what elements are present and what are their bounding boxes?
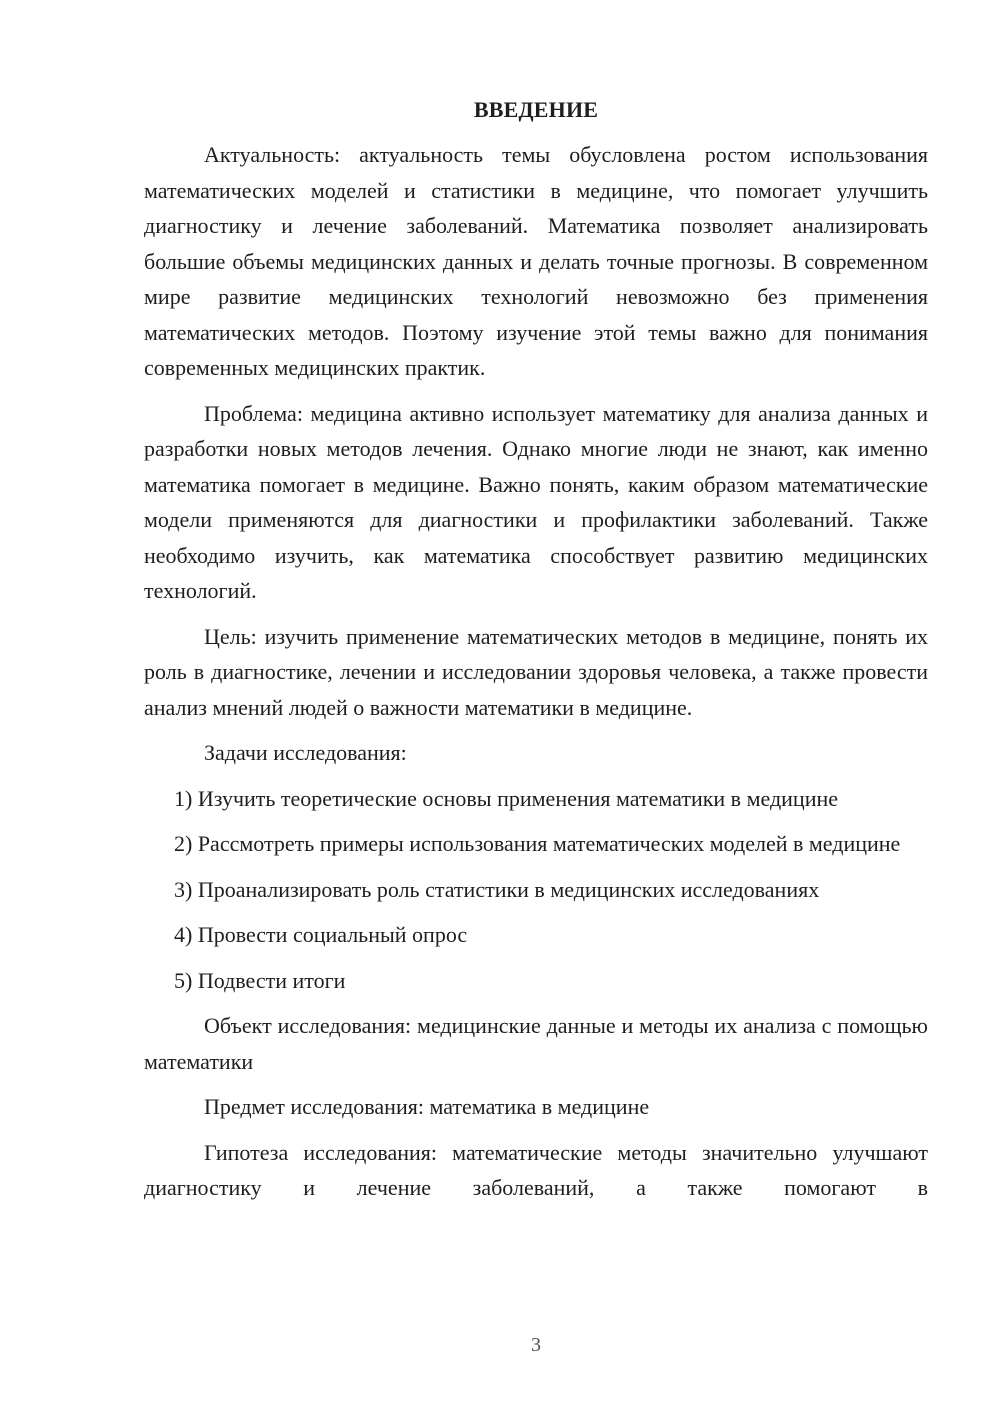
- paragraph-goal: Цель: изучить применение математических методов в медицине, понять их роль в диагностике, лечении и исследовании здоровья человека, а также провести анализ мнений людей о важности математики в медицине.: [144, 623, 928, 720]
- page-number: 3: [531, 1334, 541, 1356]
- document-page: [144, 96, 928, 1216]
- paragraph-tasks-title: Задачи исследования:: [204, 740, 407, 765]
- paragraph-subject: Предмет исследования: математика в медицине: [204, 1094, 650, 1119]
- paragraph-relevance: Актуальность: актуальность темы обусловлена ростом использования математических моделей и статистики в медицине, что помогает улучшить диагностику и лечение заболеваний. Математика позволяет анализировать большие объемы медицинских данных и делать точные прогнозы. В современном мире развитие медицинских технологий невозможно без применения математических методов. Поэтому изучение этой темы важно для понимания современных медицинских практик.: [144, 142, 928, 380]
- paragraph-problem: Проблема: медицина активно использует математику для анализа данных и разработки новых методов лечения. Однако многие люди не знают, как именно математика помогает в медицине. Важно понять, каким образом математические модели применяются для диагностики и профилактики заболеваний. Также необходимо изучить, как математика способствует развитию медицинских технологий.: [144, 400, 928, 603]
- section-heading: ВВЕДЕНИЕ: [473, 97, 599, 122]
- paragraph-object: Объект исследования: медицинские данные и методы их анализа с помощью математики: [144, 1013, 928, 1074]
- task-item: 4) Провести социальный опрос: [174, 922, 468, 947]
- task-item: 2) Рассмотреть примеры использования математических моделей в медицине: [174, 831, 901, 856]
- task-item: 5) Подвести итоги: [174, 967, 346, 993]
- task-item: 1) Изучить теоретические основы применения математики в медицине: [174, 785, 839, 811]
- paragraph-hypothesis: Гипотеза исследования: математические методы значительно улучшают диагностику и лечение заболеваний, а также помогают в: [144, 1139, 928, 1200]
- task-item: 3) Проанализировать роль статистики в медицинских исследованиях: [174, 876, 820, 902]
